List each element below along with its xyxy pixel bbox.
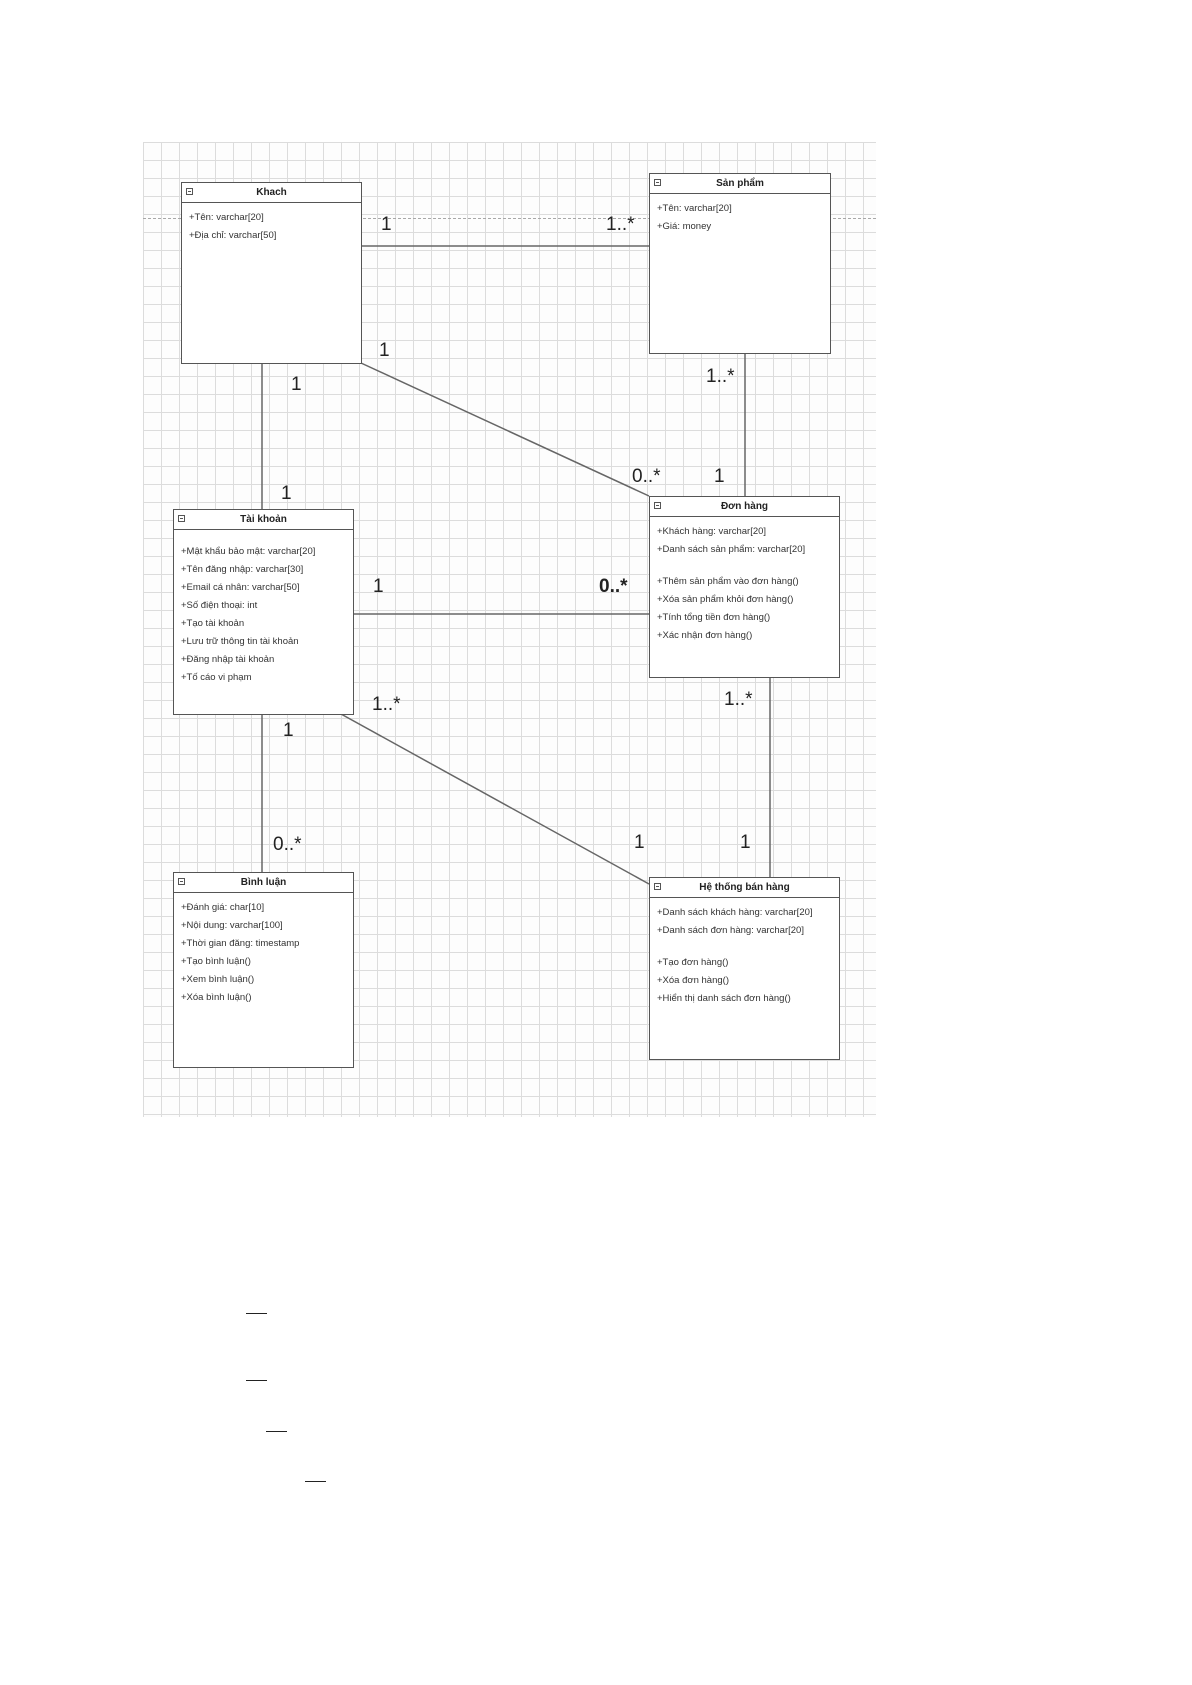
method: +Tạo đơn hàng(): [657, 957, 729, 968]
mult-donhang-hethong-from: 1..*: [724, 689, 753, 710]
collapse-icon[interactable]: [186, 188, 193, 195]
class-san-pham[interactable]: [649, 173, 831, 354]
class-binh-luan-members: [174, 893, 353, 1007]
method: +Tố cáo vi phạm: [181, 672, 252, 683]
attribute: +Danh sách đơn hàng: varchar[20]: [657, 925, 804, 936]
class-he-thong-name: Hệ thống bán hàng: [699, 882, 790, 893]
collapse-icon[interactable]: [178, 515, 185, 522]
mult-sanpham-donhang-from: 1..*: [706, 366, 735, 387]
mult-taikhoan-hethong-from: 1..*: [372, 694, 401, 715]
mult-khach-donhang-to: 0..*: [632, 466, 661, 487]
mult-khach-donhang-from: 1: [379, 340, 390, 361]
method: +Đăng nhập tài khoản: [181, 654, 275, 665]
class-tai-khoan-name: Tài khoản: [240, 514, 287, 525]
class-khach[interactable]: [181, 182, 362, 364]
method: +Xác nhận đơn hàng(): [657, 630, 753, 641]
attribute: +Nội dung: varchar[100]: [181, 920, 283, 931]
assoc-khach-donhang: [361, 363, 649, 496]
collapse-icon[interactable]: [654, 179, 661, 186]
overline-mark: [246, 1313, 267, 1314]
mult-khach-sanpham-from: 1: [381, 214, 392, 235]
overline-mark: [246, 1380, 267, 1381]
collapse-icon[interactable]: [654, 883, 661, 890]
class-tai-khoan-header: [174, 510, 353, 530]
class-don-hang-header: [650, 497, 839, 517]
class-tai-khoan[interactable]: [173, 509, 354, 715]
attribute: +Đánh giá: char[10]: [181, 902, 265, 913]
collapse-icon[interactable]: [178, 878, 185, 885]
overline-mark: [266, 1431, 287, 1432]
class-he-thong-ban-hang[interactable]: [649, 877, 840, 1060]
attribute: +Địa chỉ: varchar[50]: [189, 230, 277, 241]
mult-taikhoan-hethong-to: 1: [634, 832, 645, 853]
mult-sanpham-donhang-to: 1: [714, 466, 725, 487]
mult-khach-taikhoan-to: 1: [281, 483, 292, 504]
section-gap: [657, 940, 839, 954]
section-gap: [657, 559, 839, 573]
class-don-hang-members: [650, 517, 839, 645]
mult-donhang-hethong-to: 1: [740, 832, 751, 853]
method: +Tạo bình luận(): [181, 956, 251, 967]
mult-taikhoan-binhluan-to: 0..*: [273, 834, 302, 855]
attribute: +Giá: money: [657, 221, 712, 232]
assoc-taikhoan-hethong: [341, 714, 649, 884]
collapse-icon[interactable]: [654, 502, 661, 509]
mult-taikhoan-donhang-to: 0..*: [599, 576, 628, 597]
method: +Lưu trữ thông tin tài khoản: [181, 636, 299, 647]
attribute: +Tên đăng nhập: varchar[30]: [181, 564, 304, 575]
method: +Xóa bình luận(): [181, 992, 252, 1003]
class-he-thong-members: [650, 898, 839, 1008]
class-binh-luan-header: [174, 873, 353, 893]
class-san-pham-header: [650, 174, 830, 194]
attribute: +Thời gian đăng: timestamp: [181, 938, 300, 949]
method: +Tạo tài khoản: [181, 618, 245, 629]
mult-khach-taikhoan-from: 1: [291, 374, 302, 395]
attribute: +Khách hàng: varchar[20]: [657, 526, 767, 537]
attribute: +Danh sách sản phẩm: varchar[20]: [657, 544, 806, 555]
mult-khach-sanpham-to: 1..*: [606, 214, 635, 235]
class-binh-luan[interactable]: [173, 872, 354, 1068]
class-khach-name: Khach: [256, 187, 287, 198]
class-khach-attributes: [182, 203, 361, 245]
class-binh-luan-name: Bình luận: [240, 877, 287, 888]
mult-taikhoan-donhang-from: 1: [373, 576, 384, 597]
method: +Tính tổng tiền đơn hàng(): [657, 612, 771, 623]
mult-taikhoan-binhluan-from: 1: [283, 720, 294, 741]
method: +Xóa sản phẩm khỏi đơn hàng(): [657, 594, 794, 605]
method: +Xóa đơn hàng(): [657, 975, 729, 986]
attribute: +Danh sách khách hàng: varchar[20]: [657, 907, 813, 918]
method: +Xem bình luận(): [181, 974, 255, 985]
overline-mark: [305, 1481, 326, 1482]
class-don-hang-name: Đơn hàng: [720, 501, 769, 512]
class-khach-header: [182, 183, 361, 203]
class-he-thong-header: [650, 878, 839, 898]
attribute: +Email cá nhân: varchar[50]: [181, 582, 300, 593]
attribute: +Số điện thoại: int: [181, 600, 258, 611]
class-don-hang[interactable]: [649, 496, 840, 678]
class-tai-khoan-members: [174, 530, 353, 687]
attribute: +Mật khẩu bảo mật: varchar[20]: [181, 546, 316, 557]
attribute: +Tên: varchar[20]: [189, 212, 264, 223]
diagram-canvas: [143, 142, 876, 1117]
attribute: +Tên: varchar[20]: [657, 203, 732, 214]
class-san-pham-attributes: [650, 194, 830, 236]
class-san-pham-name: Sản phẩm: [716, 178, 764, 189]
method: +Hiển thị danh sách đơn hàng(): [657, 993, 791, 1004]
method: +Thêm sản phẩm vào đơn hàng(): [657, 576, 799, 587]
